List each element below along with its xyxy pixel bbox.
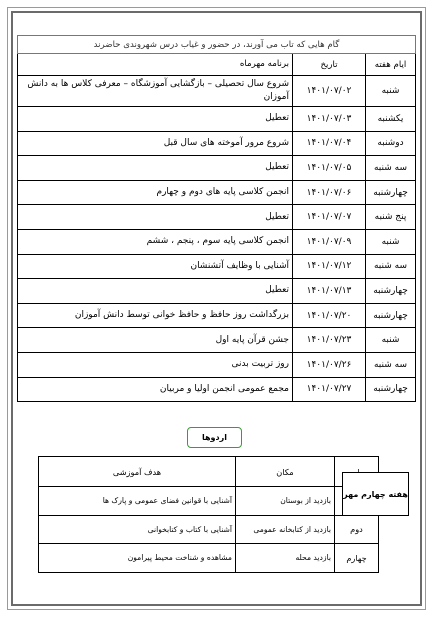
schedule-row (18, 229, 416, 254)
schedule-row (18, 107, 416, 132)
week-label: هفته چهارم مهر (343, 489, 408, 499)
schedule-cell-day: شنبه (366, 328, 416, 353)
schedule-cell-day: سه شنبه (366, 352, 416, 377)
schedule-row (18, 279, 416, 304)
schedule-row (18, 254, 416, 279)
schedule-table (17, 35, 416, 402)
header-place: مکان (236, 457, 335, 487)
schedule-header-row (18, 54, 416, 76)
camp-cell-goal: مشاهده و شناخت محیط پیرامون (39, 544, 236, 573)
schedule-cell-program: جشن قرآن پایه اول (18, 328, 293, 353)
schedule-cell-date: ۱۴۰۱/۰۷/۲۷ (293, 377, 366, 402)
schedule-row (18, 76, 416, 107)
camp-cell-grade: چهارم (335, 544, 379, 573)
schedule-cell-day: یکشنبه (366, 107, 416, 132)
schedule-cell-date: ۱۴۰۱/۰۷/۲۰ (293, 303, 366, 328)
header-goal: هدف آموزشی (39, 457, 236, 487)
camps-badge: اردوها (187, 427, 242, 448)
schedule-cell-program: تعطیل (18, 107, 293, 132)
schedule-cell-program: تعطیل (18, 205, 293, 230)
schedule-cell-day: سه شنبه (366, 156, 416, 181)
schedule-cell-day: سه شنبه (366, 254, 416, 279)
schedule-cell-date: ۱۴۰۱/۰۷/۱۳ (293, 279, 366, 304)
schedule-cell-date: ۱۴۰۱/۰۷/۰۷ (293, 205, 366, 230)
camps-table (38, 456, 379, 573)
schedule-cell-day: چهارشنبه (366, 303, 416, 328)
schedule-cell-program: مجمع عمومی انجمن اولیا و مربیان (18, 377, 293, 402)
schedule-cell-date: ۱۴۰۱/۰۷/۰۶ (293, 180, 366, 205)
camp-cell-place: بازدید از بوستان (236, 487, 335, 516)
schedule-row (18, 377, 416, 402)
schedule-cell-day: چهارشنبه (366, 279, 416, 304)
header-program: برنامه مهرماه (18, 54, 293, 76)
schedule-row (18, 328, 416, 353)
schedule-row (18, 131, 416, 156)
header-day: ایام هفته (366, 54, 416, 76)
schedule-cell-date: ۱۴۰۱/۰۷/۲۳ (293, 328, 366, 353)
schedule-cell-day: چهارشنبه (366, 377, 416, 402)
camp-row (39, 544, 379, 573)
schedule-cell-date: ۱۴۰۱/۰۷/۰۵ (293, 156, 366, 181)
schedule-cell-program: آشنایی با وظایف آتشنشان (18, 254, 293, 279)
schedule-cell-program: شروع سال تحصیلی – بازگشایی آموزشگاه – معرفی کلاس ها به دانش آموزان (18, 76, 293, 107)
schedule-cell-program: روز تربیت بدنی (18, 352, 293, 377)
schedule-cell-program: تعطیل (18, 279, 293, 304)
schedule-title: گام هایی که تاب می آورند، در حضور و غیاب درس شهروندی حاضرند (18, 36, 416, 54)
schedule-cell-day: شنبه (366, 76, 416, 107)
schedule-cell-date: ۱۴۰۱/۰۷/۰۳ (293, 107, 366, 132)
week-label-box (342, 472, 409, 516)
camp-cell-place: بازدید از کتابخانه عمومی (236, 515, 335, 544)
camp-row (39, 487, 379, 516)
schedule-row (18, 180, 416, 205)
schedule-cell-program: شروع مرور آموخته های سال قبل (18, 131, 293, 156)
camps-header-row (39, 457, 379, 487)
camp-cell-grade: دوم (335, 515, 379, 544)
schedule-row (18, 205, 416, 230)
schedule-cell-date: ۱۴۰۱/۰۷/۰۹ (293, 229, 366, 254)
schedule-cell-date: ۱۴۰۱/۰۷/۱۲ (293, 254, 366, 279)
schedule-cell-day: شنبه (366, 229, 416, 254)
camp-row (39, 515, 379, 544)
schedule-cell-program: تعطیل (18, 156, 293, 181)
camp-cell-goal: آشنایی با قوانین فضای عمومی و پارک ها (39, 487, 236, 516)
schedule-cell-date: ۱۴۰۱/۰۷/۰۲ (293, 76, 366, 107)
camp-cell-goal: آشنایی با کتاب و کتابخوانی (39, 515, 236, 544)
schedule-cell-date: ۱۴۰۱/۰۷/۲۶ (293, 352, 366, 377)
camp-cell-place: بازدید محله (236, 544, 335, 573)
schedule-cell-day: پنج شنبه (366, 205, 416, 230)
schedule-cell-program: انجمن کلاسی پایه های دوم و چهارم (18, 180, 293, 205)
schedule-cell-day: چهارشنبه (366, 180, 416, 205)
schedule-row (18, 303, 416, 328)
schedule-cell-date: ۱۴۰۱/۰۷/۰۴ (293, 131, 366, 156)
schedule-row (18, 352, 416, 377)
schedule-cell-program: بزرگداشت روز حافظ و حافظ خوانی توسط دانش آموزان (18, 303, 293, 328)
schedule-row (18, 156, 416, 181)
schedule-cell-day: دوشنبه (366, 131, 416, 156)
schedule-cell-program: انجمن کلاسی پایه سوم ، پنجم ، ششم (18, 229, 293, 254)
header-date: تاریخ (293, 54, 366, 76)
schedule-title-row (18, 36, 416, 54)
